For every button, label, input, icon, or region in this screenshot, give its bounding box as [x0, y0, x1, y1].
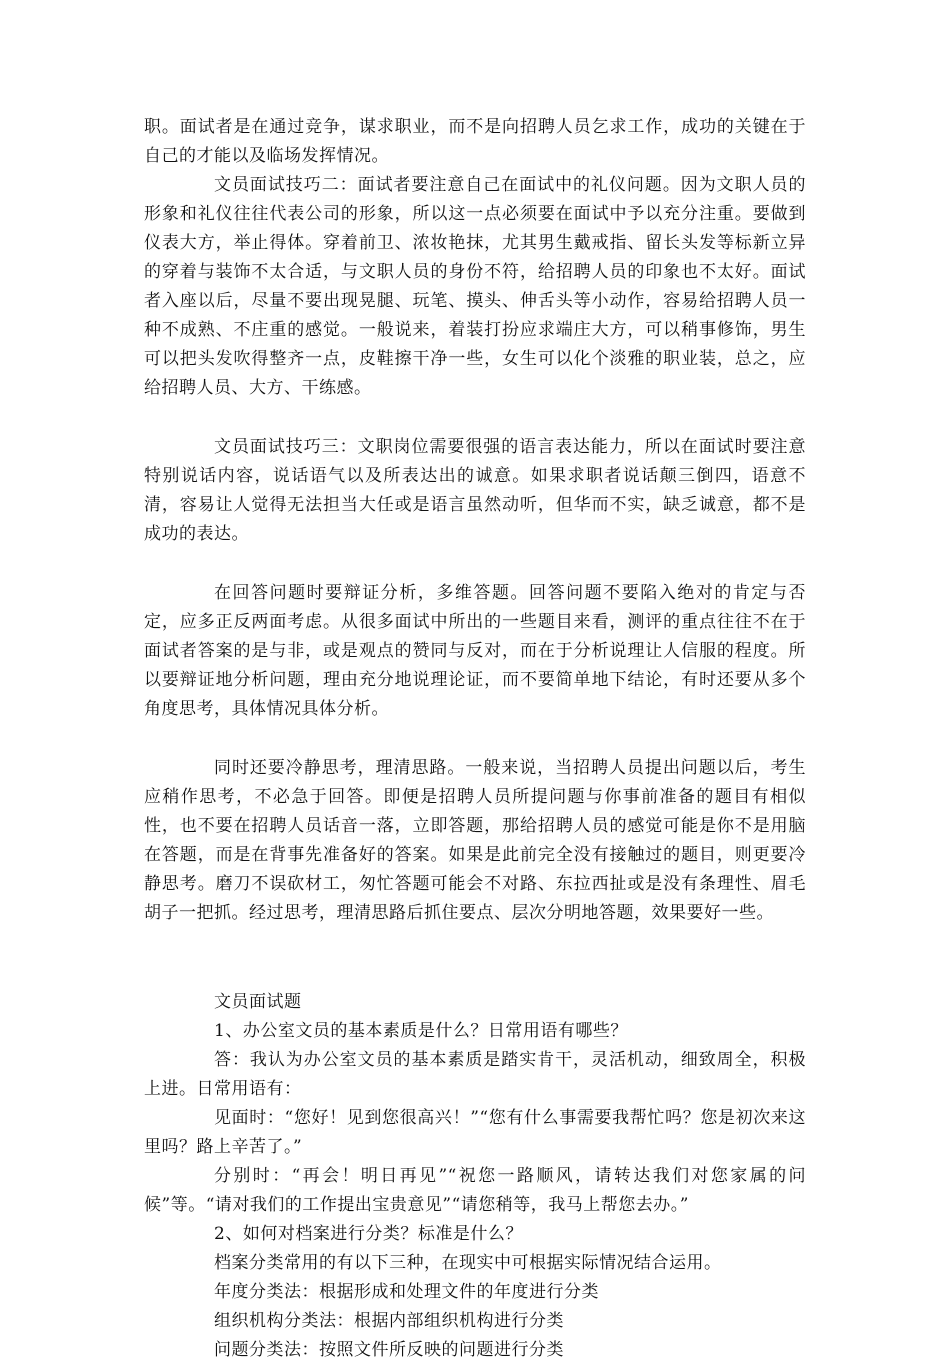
paragraph-dialectical-analysis: 在回答问题时要辩证分析，多维答题。回答问题不要陷入绝对的肯定与否定，应多正反两面考虑。从很多面试中所出的一些题目来看，测评的重点往往不在于面试者答案的是与非，或是观点的赞同与反对，而在于分析说理让人信服的程度。所以要辩证地分析问题，理由充分地说理论证，而不要简单地下结论，有时还要从多个角度思考，具体情况具体分析。 — [144, 583, 806, 719]
question-one: 1、办公室文员的基本素质是什么？日常用语有哪些？ — [214, 1021, 628, 1041]
answer-two-by-issue: 问题分类法：按照文件所反映的问题进行分类 — [214, 1340, 564, 1360]
paragraph-tip-three: 文员面试技巧三：文职岗位需要很强的语言表达能力，所以在面试时要注意特别说话内容，说话语气以及所表达出的诚意。如果求职者说话颠三倒四，语意不清，容易让人觉得无法担当大任或是语言虽然动听，但华而不实，缺乏诚意，都不是成功的表达。 — [144, 437, 806, 544]
answer-two-by-organization: 组织机构分类法：根据内部组织机构进行分类 — [214, 1311, 564, 1331]
answer-two-intro: 档案分类常用的有以下三种，在现实中可根据实际情况结合运用。 — [214, 1253, 722, 1273]
paragraph-continuation: 职。面试者是在通过竞争，谋求职业，而不是向招聘人员乞求工作，成功的关键在于自己的才能以及临场发挥情况。 — [144, 117, 806, 166]
answer-one-farewell: 分别时：“再会！明日再见”“祝您一路顺风，请转达我们对您家属的问候”等。“请对我们的工作提出宝贵意见”“请您稍等，我马上帮您去办。” — [144, 1166, 806, 1215]
section-title: 文员面试题 — [214, 992, 302, 1012]
paragraph-calm-thinking: 同时还要冷静思考，理清思路。一般来说，当招聘人员提出问题以后，考生应稍作思考，不必急于回答。即便是招聘人员所提问题与你事前准备的题目有相似性，也不要在招聘人员话音一落，立即答题，那给招聘人员的感觉可能是你不是用脑在答题，而是在背事先准备好的答案。如果是此前完全没有接触过的题目，则更要冷静思考。磨刀不误砍材工，匆忙答题可能会不对路、东拉西扯或是没有条理性、眉毛胡子一把抓。经过思考，理清思路后抓住要点、层次分明地答题，效果要好一些。 — [144, 758, 806, 923]
question-two: 2、如何对档案进行分类？标准是什么？ — [214, 1224, 523, 1244]
document-page — [144, 113, 806, 1365]
paragraph-tip-two: 文员面试技巧二：面试者要注意自己在面试中的礼仪问题。因为文职人员的形象和礼仪往往代表公司的形象，所以这一点必须要在面试中予以充分注重。要做到仪表大方，举止得体。穿着前卫、浓妆艳抹，尤其男生戴戒指、留长头发等标新立异的穿着与装饰不太合适，与文职人员的身份不符，给招聘人员的印象也不太好。面试者入座以后，尽量不要出现晃腿、玩笔、摸头、伸舌头等小动作，容易给招聘人员一种不成熟、不庄重的感觉。一般说来，着装打扮应求端庄大方，可以稍事修饰，男生可以把头发吹得整齐一点，皮鞋擦干净一些，女生可以化个淡雅的职业装，总之，应给招聘人员、大方、干练感。 — [144, 175, 806, 398]
answer-one-greeting: 见面时：“您好！见到您很高兴！”“您有什么事需要我帮忙吗？您是初次来这里吗？路上辛苦了。” — [144, 1108, 806, 1157]
interview-questions-section — [144, 988, 806, 1365]
answer-one: 答：我认为办公室文员的基本素质是踏实肯干，灵活机动，细致周全，积极上进。日常用语有： — [144, 1050, 806, 1099]
answer-two-by-year: 年度分类法：根据形成和处理文件的年度进行分类 — [214, 1282, 599, 1302]
